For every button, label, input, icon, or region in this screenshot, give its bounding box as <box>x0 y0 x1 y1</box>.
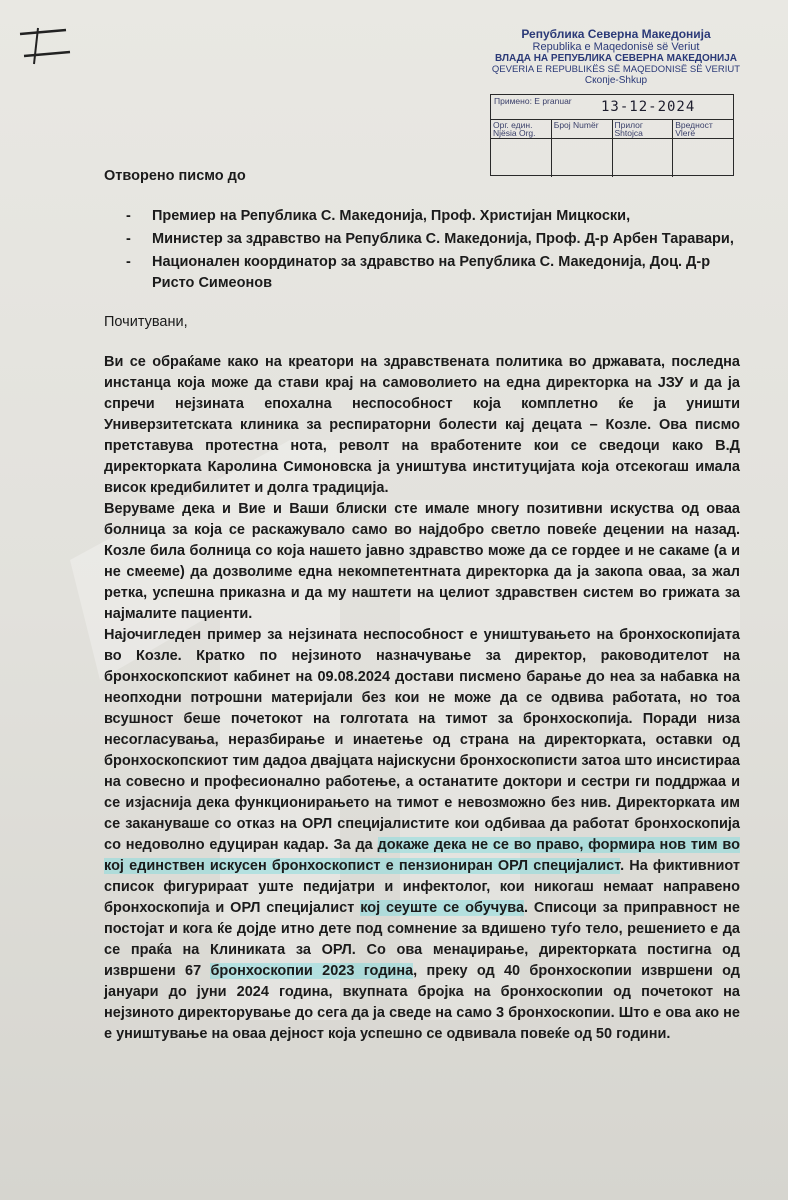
recipient-item: - Министер за здравство на Република С. Македонија, Проф. Д-р Арбен Таравари, <box>104 229 740 250</box>
recipient-item: - Национален координатор за здравство на Република С. Македонија, Доц. Д-р Ристо Симеонов <box>104 252 740 294</box>
stamp-line-4: QEVERIA E REPUBLIKËS SË MAQEDONISË SË VERIUT <box>491 64 741 75</box>
p3-text: , преку од 40 бронхоскопии извршени од јануари до јуни 2024 година, вкупната бројка на бронхоскопии од почетокот на нејзиното директорување до сега да ја сведе на само 3 бронхоскопии. Што е ова ако не е уништување на оваа дејност која успешно се одвивала повеќе од 50 години. <box>104 963 741 1042</box>
col-attachment: Прилог Shtojca <box>613 120 674 138</box>
col-org-unit: Орг. един. Njësia Org. <box>491 120 552 138</box>
handwritten-mark <box>14 26 74 66</box>
paragraph-3 <box>104 625 740 1045</box>
col-number: Број Numër <box>552 120 613 138</box>
letter-heading: Отворено писмо до <box>104 168 246 184</box>
stamp-line-3: ВЛАДА НА РЕПУБЛИКА СЕВЕРНА МАКЕДОНИЈА <box>494 53 738 64</box>
stamp-line-1: Република Северна Македонија <box>521 27 711 41</box>
col-value: Вредност Vlerë <box>675 120 713 138</box>
greeting: Почитувани, <box>104 314 188 330</box>
received-row <box>491 95 733 120</box>
registration-stamp-table <box>490 94 734 176</box>
paragraph-1: Ви се обраќаме како на креатори на здравствената политика во државата, последна инстанца која може да стави крај на самоволието на една директорка на ЈЗУ и да ја спречи нејзината епохална неспособност која комплетно ќе ја уништи Универзитетската клиника за респираторни болести кај децата – Козле. Ова писмо претставува протестна нота, револт на вработените кои се сведоци како В.Д директорката Каролина Симоновска ја уништува институцијата која отсекогаш имала висок кредибилитет и долга традиција. <box>104 354 740 496</box>
letter-body <box>104 168 740 1045</box>
government-stamp <box>486 28 746 87</box>
stamp-line-2: Republika e Maqedonisë së Veriut <box>532 41 700 53</box>
recipient-item: - Премиер на Република С. Македонија, Проф. Христијан Мицкоски, <box>104 206 740 227</box>
received-label: Примено: E pranuar <box>494 96 572 106</box>
stamp-line-5: Скопје-Shkup <box>584 75 648 86</box>
recipient-list <box>104 206 740 294</box>
paragraph-2: Веруваме дека и Вие и Ваши блиски сте имале многу позитивни искуства од оваа болница за која се раскажувало само во најдобро светло повеќе децении на назад. Козле била болница со која нашето јавно здравство може да се гордее и не сакаме (а и не смееме) да дозволиме една некомпетентната директорка да ја закопа оваа, за жал ретка, успешна приказна и да му наштети на целиот здравствен систем во грижата за најмалите пациенти. <box>104 501 740 622</box>
p3-text: . Списоци за приправност не постојат и кога ќе дојде итно дете под сомнение за вдишено туѓо тело, решението е да се праќа на Клиниката за ОРЛ. Со ова менаџирање, директорката постигна од извршени 67 <box>104 900 740 979</box>
p3-text: . На фиктивниот список фигурираат уште педијатри и инфектолог, кои никогаш немаат направено бронхоскопија и ОРЛ специјалист <box>104 858 740 916</box>
highlighted-text: бронхоскопии 2023 година <box>210 963 414 979</box>
received-date: 13-12-2024 <box>601 99 696 115</box>
highlighted-text: докаже дека не се во право, формира нов тим во кој единствен искусен бронхоскопист е пензиониран ОРЛ специјалист <box>104 837 740 874</box>
highlighted-text: кој сеуште се обучува <box>360 900 525 916</box>
registration-columns <box>491 120 733 139</box>
p3-text: Најочигледен пример за нејзината неспособност е уништувањето на бронхоскопијата во Козле. Кратко по нејзиното назначување за директор, раководителот на бронхоскопскиот кабинет на 09.08.2024 достави писмено барање до неа за набавка на неопходни потрошни материјали без кои не може да се одвива работата, но тоа всушност беше почетокот на голготата на тимот за бронхоскопија. Поради низа несогласувања, неразбирање и инаетење од страна на директорката, оставки од бронхоскопскиот тим дадоа двајцата најискусни бронхоскописти затоа што инсистираа на совесно и професионално работење, а останатите доктори и сестри ги поддржаа и се изјаснија дека функционирањето на тимот е невозможно без нив. Директорката им се закануваше со отказ на ОРЛ специјалистите кои одбиваа да работат бронхоскопија со недоволно едуциран кадар. За да <box>104 627 740 853</box>
